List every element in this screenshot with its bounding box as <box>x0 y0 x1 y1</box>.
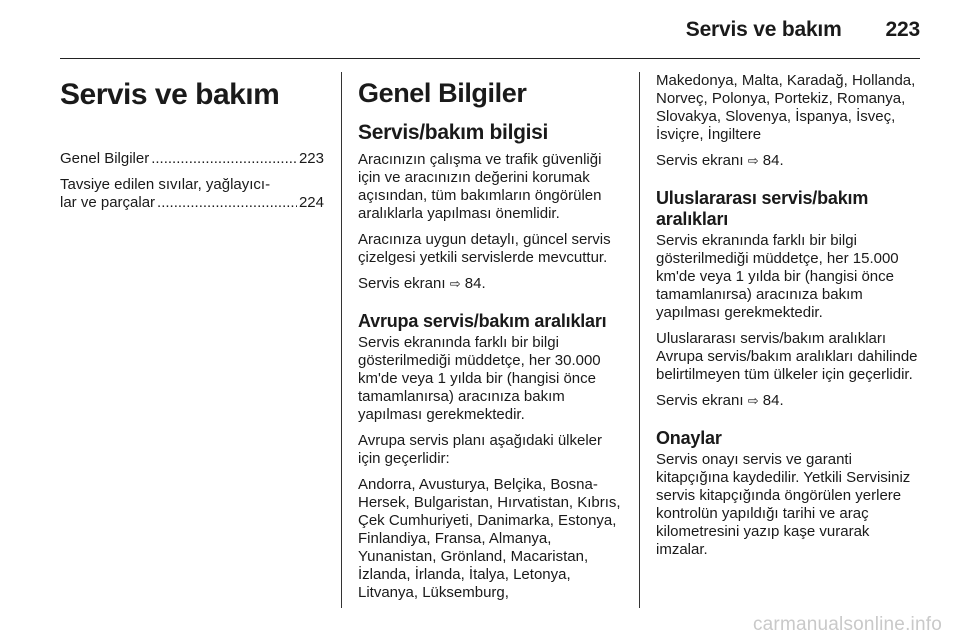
toc-label: Genel Bilgiler <box>60 150 150 167</box>
reference-arrow-icon: ⇨ <box>747 153 759 168</box>
toc-page: 224 <box>298 194 324 211</box>
europe-p2: Avrupa servis planı aşağıdaki ülkeler için geçerlidir: <box>358 432 603 467</box>
toc-page: 223 <box>298 150 324 167</box>
column-divider-2 <box>639 72 640 608</box>
header-rule <box>60 58 920 59</box>
column-2 <box>358 72 622 610</box>
service-info-ref[interactable] <box>358 275 622 293</box>
service-info-p1: Aracınızın çalışma ve trafik güvenliği için ve aracınızın değerini korumak açısından, tüm bakımların öngörülen aralıklarla yapılması önemlidir. <box>358 151 602 222</box>
toc-label: Tavsiye edilen sıvılar, yağlayıcı- <box>60 176 271 193</box>
toc-leader <box>157 194 297 212</box>
page-number: 223 <box>885 18 920 41</box>
ref-page: 84. <box>762 392 784 409</box>
toc-entry-fluids[interactable] <box>60 176 324 212</box>
toc-label-cont: lar ve parçalar <box>60 194 156 211</box>
europe-ref[interactable] <box>656 152 924 170</box>
service-info-heading: Servis/bakım bilgisi <box>358 121 549 144</box>
international-heading <box>656 188 924 230</box>
international-p1: Servis ekranında farklı bir bilgi gösterilmediği müddetçe, her 15.000 km'de veya 1 yılda bir (hangisi önce tamamlanırsa) aracınıza bakım yapılması gerekmektedir. <box>656 232 899 321</box>
europe-heading: Avrupa servis/bakım aralıkları <box>358 311 607 331</box>
international-p2: Uluslararası servis/bakım aralıkları Avrupa servis/bakım aralıkları dahilinde belirtilmeyen tüm ülkeler için geçerlidir. <box>656 330 918 383</box>
international-heading-line2: aralıkları <box>656 209 729 229</box>
international-heading-line1: Uluslararası servis/bakım <box>656 188 869 208</box>
approvals-heading: Onaylar <box>656 428 722 448</box>
europe-countries: Andorra, Avusturya, Belçika, Bosna-Hersek, Bulgaristan, Hırvatistan, Kıbrıs, Çek Cumhuriyeti, Danimarka, Estonya, Finlandiya, Fransa, Almanya, Yunanistan, Grönland, Macaristan, İzlanda, İrlanda, İtalya, Letonya, Litvanya, Lüksemburg, <box>358 476 621 601</box>
reference-arrow-icon: ⇨ <box>747 393 759 408</box>
reference-arrow-icon: ⇨ <box>449 276 461 291</box>
section-title: Genel Bilgiler <box>358 78 527 108</box>
approvals-p1: Servis onayı servis ve garanti kitapçığına kaydedilir. Yetkili Servisiniz servis kitapçığında öngörülen yerlere kontrolün yapıldığı tarihi ve araç kilometresini yazıp kaşe vurarak imzalar. <box>656 451 911 558</box>
ref-page: 84. <box>762 152 784 169</box>
header-title: Servis ve bakım <box>685 18 842 41</box>
ref-text: Servis ekranı <box>656 392 744 409</box>
chapter-title: Servis ve bakım <box>60 78 280 111</box>
ref-text: Servis ekranı <box>656 152 744 169</box>
ref-text: Servis ekranı <box>358 275 446 292</box>
running-header <box>686 18 920 42</box>
ref-page: 84. <box>464 275 486 292</box>
toc-leader <box>151 150 297 168</box>
column-1 <box>60 72 324 220</box>
international-ref[interactable] <box>656 392 924 410</box>
column-divider-1 <box>341 72 342 608</box>
toc-entry-general[interactable] <box>60 150 324 168</box>
service-info-p2: Aracınıza uygun detaylı, güncel servis çizelgesi yetkili servislerde mevcuttur. <box>358 231 611 266</box>
europe-p1: Servis ekranında farklı bir bilgi gösterilmediği müddetçe, her 30.000 km'de veya 1 yılda bir (hangisi önce tamamlanırsa) aracınıza bakım yapılması gerekmektedir. <box>358 334 601 423</box>
europe-countries-cont: Makedonya, Malta, Karadağ, Hollanda, Norveç, Polonya, Portekiz, Romanya, Slovakya, Slovenya, İspanya, İsveç, İsviçre, İngiltere <box>656 72 916 143</box>
watermark: carmanualsonline.info <box>752 614 942 635</box>
column-3 <box>656 72 924 567</box>
